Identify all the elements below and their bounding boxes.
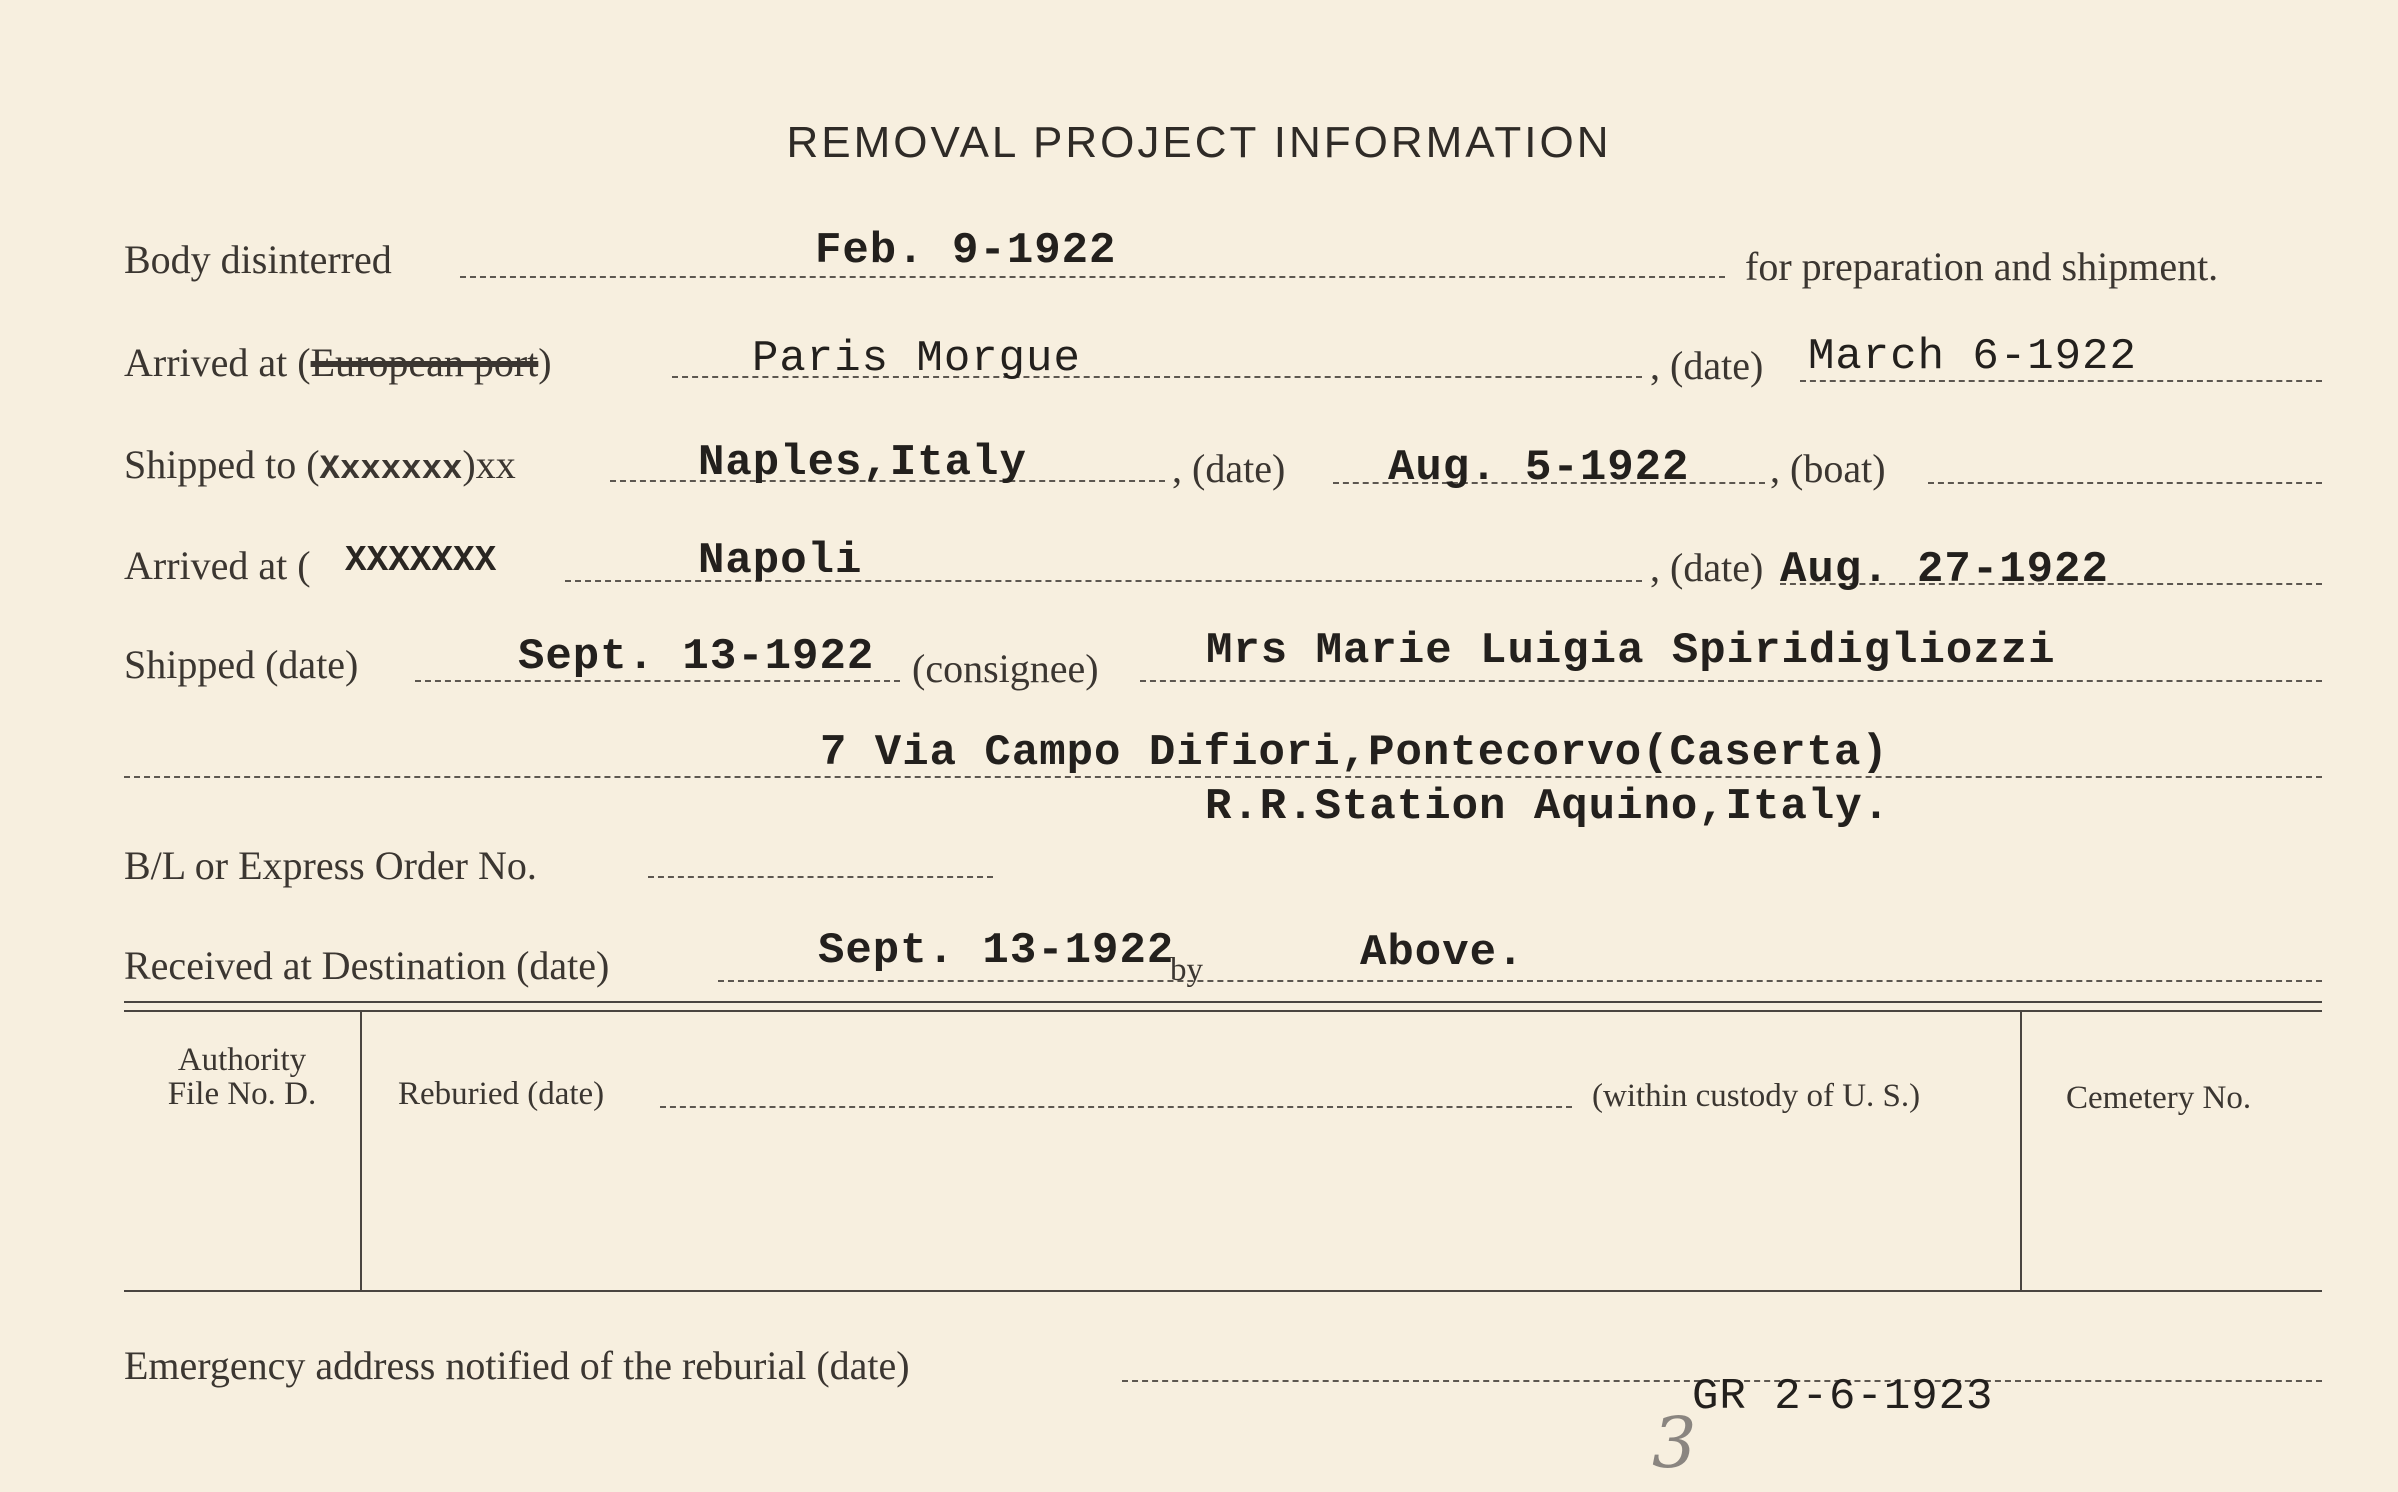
received-value: Sept. 13-1922 (818, 926, 1175, 976)
received-by-value: Above. (1360, 928, 1525, 978)
arrived1-date: March 6-1922 (1808, 332, 2137, 382)
cemetery-label: Cemetery No. (2066, 1080, 2252, 1116)
consignee-value: Mrs Marie Luigia Spiridigliozzi (1206, 626, 2056, 676)
consignee-label: (consignee) (912, 646, 1099, 691)
disinterred-label: Body disinterred (124, 237, 392, 282)
boat-line (1928, 482, 2322, 484)
arrived2-label: Arrived at ( (124, 543, 311, 588)
file-no-label: File No. D. (167, 1076, 317, 1112)
reburied-line (660, 1106, 1572, 1108)
arrived2-date-label: , (date) (1650, 545, 1764, 590)
address-line1: 7 Via Campo Difiori,Pontecorvo(Caserta) (820, 728, 1889, 778)
arrived2-struck: XXXXXXX (345, 540, 497, 581)
table-top-rule-1 (124, 1001, 2322, 1003)
shipped-date-value: Sept. 13-1922 (518, 632, 875, 682)
authority-label: Authority (177, 1042, 307, 1078)
table-top-rule-2 (124, 1010, 2322, 1012)
shipped-to-date-label: , (date) (1172, 446, 1286, 491)
received-label: Received at Destination (date) (124, 943, 610, 988)
arrived1-label: Arrived at (European port) (124, 340, 552, 385)
shipped-to-date: Aug. 5-1922 (1388, 443, 1690, 493)
emergency-value: GR 2-6-1923 (1692, 1372, 1994, 1422)
reburied-label: Reburied (date) (398, 1076, 605, 1112)
disinterred-suffix: for preparation and shipment. (1745, 244, 2219, 289)
arrived1-date-label: , (date) (1650, 343, 1764, 388)
bl-label: B/L or Express Order No. (124, 843, 537, 888)
consignee-line (1140, 680, 2322, 682)
custody-label: (within custody of U. S.) (1592, 1078, 1921, 1114)
boat-label: , (boat) (1770, 446, 1886, 491)
shipped-to-value: Naples,Italy (698, 438, 1027, 488)
handwritten-mark: 3 (1652, 1402, 1697, 1484)
arrived1-value: Paris Morgue (752, 334, 1081, 384)
shipped-date-label: Shipped (date) (124, 642, 359, 687)
arrived1-struck: European port (310, 340, 539, 385)
bl-line (648, 876, 993, 878)
disinterred-line (460, 276, 1725, 278)
table-divider-2 (2020, 1012, 2022, 1290)
arrived2-value: Napoli (698, 536, 863, 586)
received-line (718, 980, 2322, 982)
address-line2: R.R.Station Aquino,Italy. (1205, 782, 1891, 832)
shipped-to-label: Shipped to (Xxxxxxx)xx (124, 442, 516, 489)
card-title: REMOVAL PROJECT INFORMATION (786, 118, 1612, 167)
table-divider-1 (360, 1012, 362, 1290)
table-bottom-rule (124, 1290, 2322, 1292)
shipped-to-struck: Xxxxxxx (319, 451, 463, 489)
received-by-label: by (1170, 952, 1203, 988)
arrived2-date: Aug. 27-1922 (1780, 545, 2109, 595)
emergency-label: Emergency address notified of the reburial (date) (124, 1343, 910, 1388)
disinterred-value: Feb. 9-1922 (815, 226, 1117, 276)
